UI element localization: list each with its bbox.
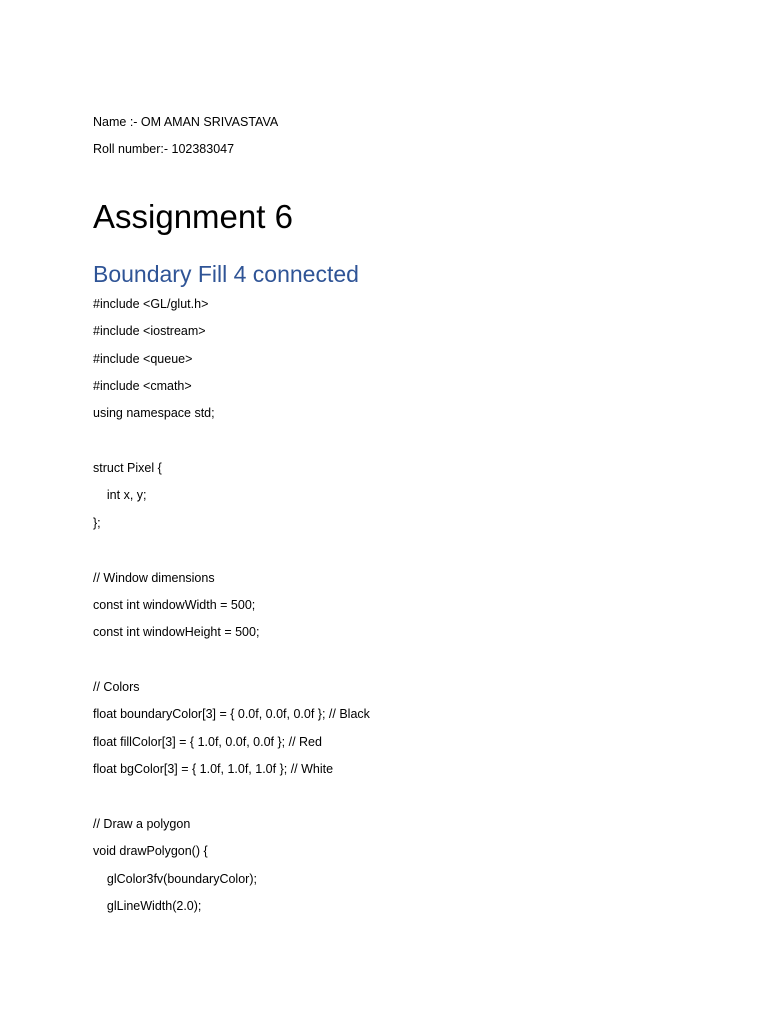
code-line: #include <cmath>	[93, 379, 192, 393]
code-line: float boundaryColor[3] = { 0.0f, 0.0f, 0.0f }; // Black	[93, 707, 370, 721]
code-line: const int windowWidth = 500;	[93, 598, 256, 612]
code-line: // Colors	[93, 680, 140, 694]
code-line: glLineWidth(2.0);	[93, 899, 202, 913]
code-line: void drawPolygon() {	[93, 844, 208, 858]
section-heading: Boundary Fill 4 connected	[93, 261, 359, 287]
code-line: // Draw a polygon	[93, 817, 191, 831]
code-line: const int windowHeight = 500;	[93, 625, 260, 639]
code-line: #include <iostream>	[93, 324, 206, 338]
code-line: #include <queue>	[93, 352, 193, 366]
code-line: int x, y;	[93, 488, 147, 502]
student-name: Name :- OM AMAN SRIVASTAVA	[93, 115, 279, 129]
code-line: float fillColor[3] = { 1.0f, 0.0f, 0.0f }; // Red	[93, 735, 322, 749]
roll-number: Roll number:- 102383047	[93, 142, 235, 156]
code-line: #include <GL/glut.h>	[93, 297, 209, 311]
code-line: using namespace std;	[93, 406, 215, 420]
code-line: // Window dimensions	[93, 571, 215, 585]
code-line: struct Pixel {	[93, 461, 162, 475]
assignment-title: Assignment 6	[93, 198, 293, 235]
code-line: };	[93, 516, 101, 530]
code-line: glColor3fv(boundaryColor);	[93, 872, 257, 886]
code-line: float bgColor[3] = { 1.0f, 1.0f, 1.0f }; // White	[93, 762, 334, 776]
